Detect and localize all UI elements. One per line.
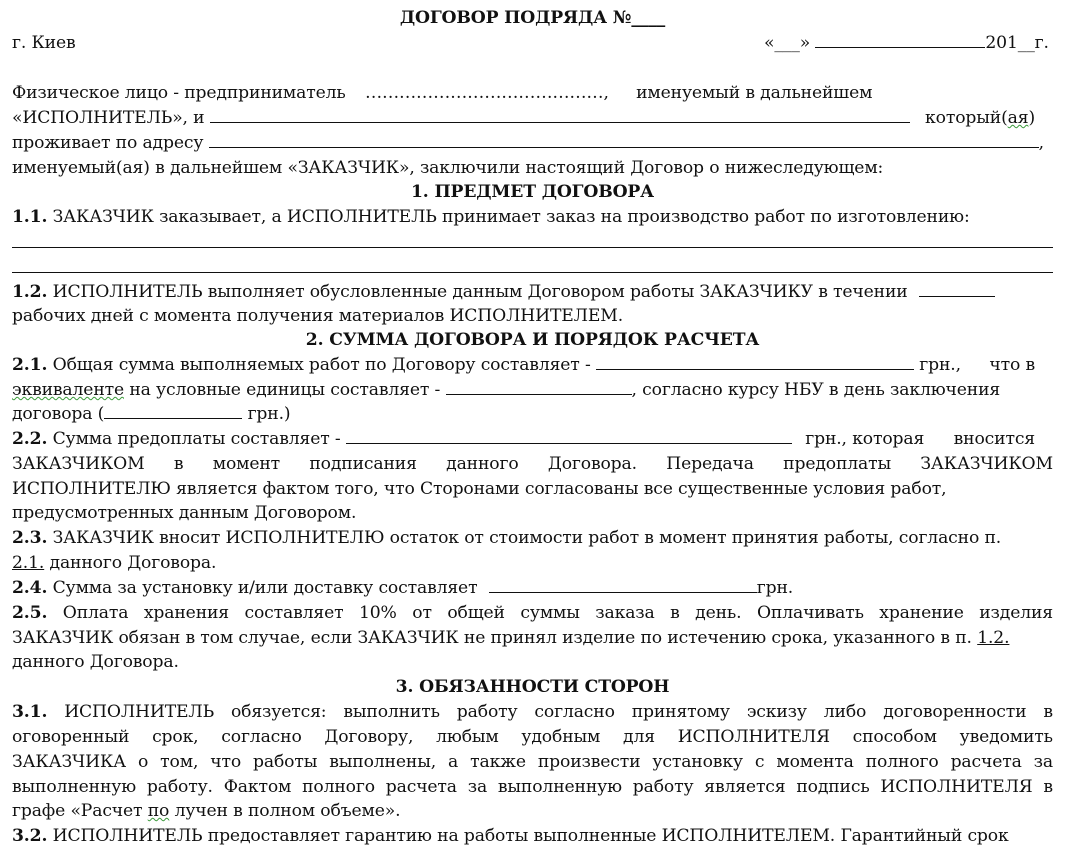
word: эскизу [746, 702, 807, 722]
word: предоплаты [783, 454, 892, 474]
prepayment-blank [346, 429, 792, 444]
clause-text: лучен в полном объеме». [174, 801, 401, 821]
clause-3-1-cont [12, 725, 1053, 749]
word: выполнены, [329, 752, 437, 772]
word: работу [632, 777, 694, 797]
date-day: «___» [764, 33, 811, 53]
comma: , [1038, 133, 1044, 153]
clause-2-5-cont2: данного Договора. [12, 652, 179, 672]
section-1-title: 1. ПРЕДМЕТ ДОГОВОРА [410, 182, 655, 202]
clause-text: данного Договора. [49, 553, 217, 573]
word: в [1043, 702, 1053, 722]
word: за [467, 777, 488, 797]
clause-text: грн., которая [805, 429, 925, 449]
word: принятому [631, 702, 730, 722]
uah-blank [104, 404, 242, 419]
word: день. [695, 603, 742, 623]
equivalent-blank [446, 380, 632, 395]
word: момента [776, 752, 854, 772]
clause-number: 3.2. [12, 826, 48, 846]
word: заказа [595, 603, 655, 623]
clause-2-3 [12, 526, 1053, 550]
word: суммы [520, 603, 580, 623]
clause-number: 1.1. [12, 207, 48, 227]
clause-text: по [147, 801, 170, 821]
word: Оплачивать [756, 603, 864, 623]
word: ЗАКАЗЧИКОМ [920, 454, 1053, 474]
date-year: 201__г. [985, 33, 1049, 53]
delivery-sum-blank [489, 578, 757, 593]
clause-text: ЗАКАЗЧИК вносит ИСПОЛНИТЕЛЮ остаток от стоимости работ в момент принятия работы, согласно п. [52, 528, 1002, 548]
word: изделия [979, 603, 1053, 623]
word: способом [852, 727, 937, 747]
word: Передача [666, 454, 754, 474]
word: обязуется: [230, 702, 327, 722]
clause-3-2 [12, 824, 1053, 848]
word: в [1043, 777, 1053, 797]
word: Договору, [324, 727, 414, 747]
intro-line-3 [12, 131, 1053, 155]
clause-2-5-cont [12, 626, 1053, 650]
clause-text: грн.) [247, 404, 291, 424]
clause-text: Сумма предоплаты составляет - [52, 429, 341, 449]
clause-2-2-justified [12, 452, 1053, 476]
word: Оплата [62, 603, 129, 623]
clause-number: 2.3. [12, 528, 48, 548]
clause-reference: 1.2. [977, 628, 1010, 648]
currency: грн., [919, 355, 961, 375]
days-blank [919, 282, 995, 297]
word: ИСПОЛНИТЕЛЯ [677, 727, 830, 747]
clause-2-5 [12, 601, 1053, 625]
word: произвести [537, 752, 641, 772]
word: с [754, 752, 765, 772]
word: для [623, 727, 655, 747]
clause-text: эквиваленте [12, 380, 124, 400]
intro-which: который(ая) [925, 108, 1035, 128]
word: составляет [244, 603, 344, 623]
clause-number: 2.4. [12, 578, 48, 598]
date-month-blank [815, 33, 985, 48]
clause-3-1-cont3 [12, 775, 1053, 799]
intro-line-2 [12, 106, 1053, 130]
intro-line-4: именуемый(ая) в дальнейшем «ЗАКАЗЧИК», заключили настоящий Договор о нижеследующем: [12, 158, 884, 178]
clause-text: что в [989, 355, 1035, 375]
word: работу. [146, 777, 213, 797]
word: расчета [950, 752, 1022, 772]
word: полного [865, 752, 939, 772]
clause-text: вносится [953, 429, 1035, 449]
work-description-blank-2 [12, 272, 1053, 273]
word: установку [652, 752, 743, 772]
clause-text: ЗАКАЗЧИК обязан в том случае, если ЗАКАЗЧИК не принял изделие по истечению срока, указанного в п. [12, 628, 972, 648]
word: общей [447, 603, 505, 623]
word: выполненную [12, 777, 137, 797]
word: согласно [534, 702, 615, 722]
clause-1-2 [12, 280, 1053, 304]
word: удобным [521, 727, 601, 747]
word: от [412, 603, 432, 623]
word: что [210, 752, 242, 772]
word: подписания [309, 454, 417, 474]
clause-2-1-cont [12, 378, 1053, 402]
word: в [670, 603, 680, 623]
word: том, [160, 752, 199, 772]
clause-2-3-cont [12, 551, 1053, 575]
clause-3-1-cont2 [12, 750, 1053, 774]
word: оговоренный [12, 727, 130, 747]
intro-text: проживает по адресу [12, 133, 204, 153]
clause-text: ИСПОЛНИТЕЛЬ выполняет обусловленные данным Договором работы ЗАКАЗЧИКУ в течении [52, 282, 908, 302]
clause-text: ИСПОЛНИТЕЛЬ предоставляет гарантию на работы выполненные ИСПОЛНИТЕЛЕМ. Гарантийный срок [52, 826, 1009, 846]
intro-text: «ИСПОЛНИТЕЛЬ», и [12, 108, 205, 128]
currency: грн. [756, 578, 794, 598]
word: Фактом [223, 777, 292, 797]
word: срок, [152, 727, 199, 747]
section-2-title: 2. СУММА ДОГОВОРА И ПОРЯДОК РАСЧЕТА [305, 330, 760, 350]
word: Договора. [547, 454, 637, 474]
address-blank [209, 133, 1039, 148]
word: уведомить [959, 727, 1053, 747]
clause-text: Сумма за установку и/или доставку составляет [52, 578, 478, 598]
word: ЗАКАЗЧИКА [12, 752, 126, 772]
work-description-blank-1 [12, 247, 1053, 248]
word: полного [302, 777, 375, 797]
clause-1-1 [12, 205, 1053, 229]
total-sum-blank [596, 355, 914, 370]
clause-text: графе «Расчет [12, 801, 143, 821]
clause-2-1-cont2 [12, 402, 1053, 426]
word: хранение [879, 603, 964, 623]
city: г. Киев [12, 33, 76, 53]
clause-number: 3.1. [12, 702, 48, 722]
word: ИСПОЛНИТЕЛЬ [64, 702, 215, 722]
word: расчета [385, 777, 457, 797]
word: договоренности [883, 702, 1027, 722]
clause-number: 1.2. [12, 282, 48, 302]
clause-text: на условные единицы составляет - [129, 380, 441, 400]
word: хранения [143, 603, 229, 623]
word: о [137, 752, 149, 772]
clause-2-2-cont: ИСПОЛНИТЕЛЮ является фактом того, что Сторонами согласованы все существенные условия работ, [12, 479, 947, 499]
word: а [448, 752, 459, 772]
word: выполнить [343, 702, 440, 722]
word: момент [212, 454, 281, 474]
clause-text: договора ( [12, 404, 105, 424]
word: также [470, 752, 526, 772]
clause-number: 2.5. [12, 603, 48, 623]
word: работу [456, 702, 518, 722]
word: в [173, 454, 184, 474]
clause-number: 2.2. [12, 429, 48, 449]
word: работы [253, 752, 318, 772]
word: 10% [358, 603, 397, 623]
clause-3-1 [12, 700, 1053, 724]
clause-text: ЗАКАЗЧИК заказывает, а ИСПОЛНИТЕЛЬ принимает заказ на производство работ по изготовлению: [52, 207, 970, 227]
word: данного [446, 454, 519, 474]
intro-text: именуемый в дальнейшем [636, 83, 873, 103]
word: любым [436, 727, 499, 747]
word: выполненную [497, 777, 622, 797]
document-title: ДОГОВОР ПОДРЯДА №____ [399, 8, 666, 28]
clause-2-4 [12, 576, 1053, 600]
intro-dots: ……………………………………, [364, 83, 609, 103]
customer-name-blank [210, 108, 910, 123]
word: является [704, 777, 786, 797]
word: ЗАКАЗЧИКОМ [12, 454, 145, 474]
intro-text: Физическое лицо - предприниматель [12, 83, 346, 103]
clause-text: , согласно курсу НБУ в день заключения [631, 380, 1001, 400]
word: ИСПОЛНИТЕЛЯ [880, 777, 1033, 797]
clause-reference: 2.1. [12, 553, 45, 573]
section-3-title: 3. ОБЯЗАННОСТИ СТОРОН [395, 677, 670, 697]
clause-2-1 [12, 353, 1053, 377]
clause-2-2 [12, 427, 1053, 451]
intro-line-1 [12, 81, 1053, 105]
word: за [1033, 752, 1053, 772]
word: либо [823, 702, 867, 722]
clause-3-1-cont4 [12, 799, 1053, 823]
word: подпись [796, 777, 870, 797]
clause-1-2-cont: рабочих дней с момента получения материалов ИСПОЛНИТЕЛЕМ. [12, 306, 624, 326]
clause-text: Общая сумма выполняемых работ по Договору составляет - [52, 355, 591, 375]
word: согласно [221, 727, 302, 747]
clause-2-2-cont2: предусмотренных данным Договором. [12, 503, 357, 523]
clause-number: 2.1. [12, 355, 48, 375]
date-line [764, 31, 1049, 55]
